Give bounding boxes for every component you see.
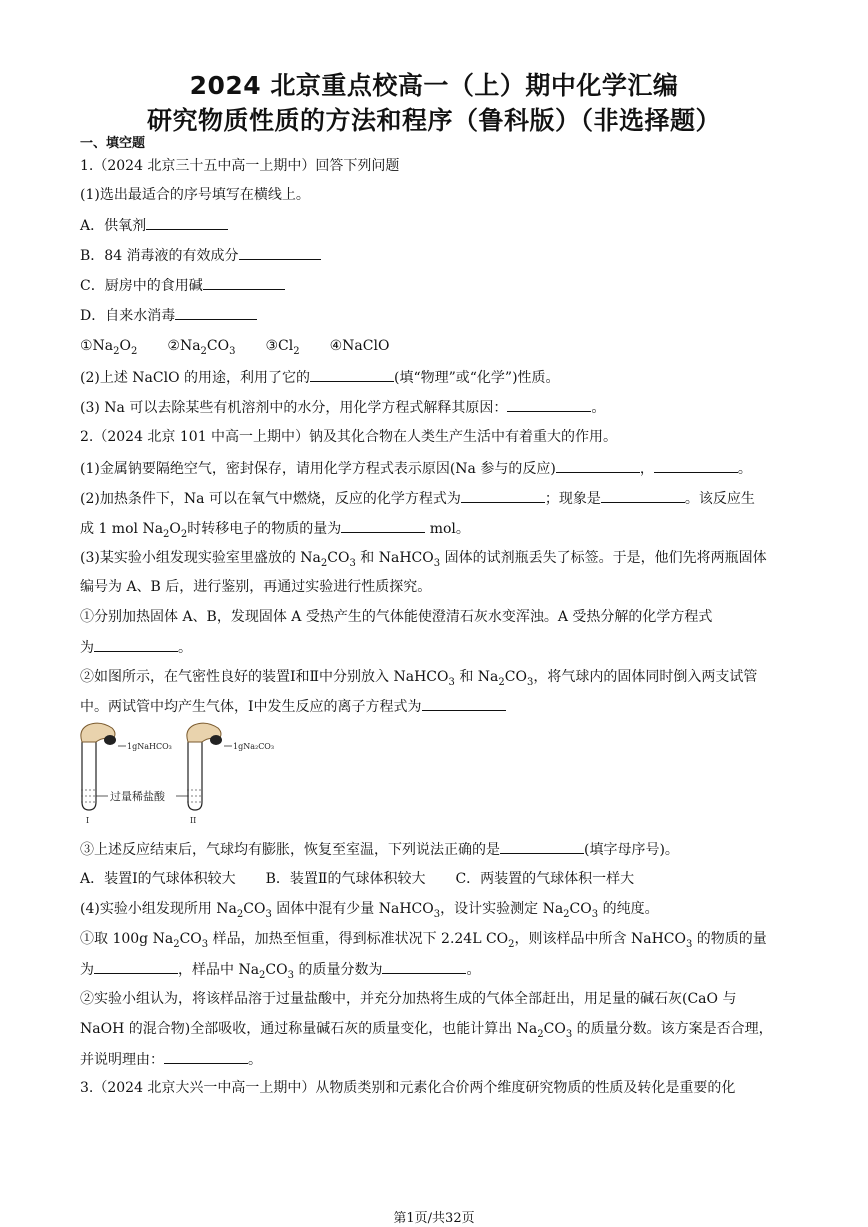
apparatus-diagram: [76, 720, 296, 824]
label-nahco3: 1gNaHCO₃: [127, 742, 172, 751]
q2-sub3: ③上述反应结束后，气球均有膨胀，恢复至室温，下列说法正确的是 (填字母序号)。: [80, 842, 679, 858]
balloon-1: [81, 723, 116, 745]
q1-item-d: D．自来水消毒: [80, 306, 257, 325]
q2-sub2-cont: 中。两试管中均产生气体，Ⅰ中发生反应的离子方程式为: [80, 697, 506, 716]
answer-blank: [500, 840, 584, 854]
answer-blank: [654, 459, 738, 473]
q2-part3-cont: 编号为 A、B 后，进行鉴别，再通过实验进行性质探究。: [80, 579, 432, 595]
q2-sub1: ①分别加热固体 A、B，发现固体 A 受热产生的气体能使澄清石灰水变浑浊。A 受热分解的化学方程式: [80, 609, 713, 625]
q2-sub1-cont: 为 。: [80, 640, 192, 656]
q1-part3: (3) Na 可以去除某些有机溶剂中的水分，用化学方程式解释其原因： 。: [80, 400, 606, 416]
label-acid: 过量稀盐酸: [110, 790, 165, 803]
answer-blank: [507, 398, 591, 412]
q1-item-c: C．厨房中的食用碱: [80, 276, 285, 295]
answer-blank: [382, 960, 466, 974]
label-na2co3: 1gNa₂CO₃: [233, 742, 275, 751]
q2-part4-sub2: ②实验小组认为，将该样品溶于过量盐酸中，并充分加热将生成的气体全部赶出，用足量的碱石灰(CaO 与: [80, 991, 737, 1007]
q2-part4-sub1-cont: 为 ，样品中 $Na_2CO_3$ 的质量分数为 。: [80, 962, 481, 981]
q2-part2-cont: 成 1 mol $Na_2O_2$时转移电子的物质的量为 mol。: [80, 521, 470, 540]
section-heading: 一、填空题: [80, 136, 146, 151]
answer-blank: [239, 246, 321, 260]
test-tube-1: [81, 742, 97, 810]
answer-blank: [146, 216, 228, 230]
answer-blank: [556, 459, 640, 473]
page-number: 第1页/共32页: [393, 1211, 475, 1226]
answer-blank: [94, 638, 178, 652]
q1-options: $①Na_2O_2$ $②Na_2CO_3$ $③Cl_2$ ④NaClO: [80, 338, 390, 357]
label-tube-2: II: [190, 816, 197, 824]
q2-sub3-options: A．装置Ⅰ的气球体积较大 B．装置Ⅱ的气球体积较大 C．两装置的气球体积一样大: [80, 871, 635, 887]
document-subtitle: 研究物质性质的方法和程序（鲁科版）（非选择题）: [146, 106, 721, 135]
answer-blank: [422, 697, 506, 711]
answer-blank: [175, 306, 257, 320]
q1-part2: (2)上述 NaClO 的用途，利用了它的 (填“物理”或“化学”)性质。: [80, 370, 560, 386]
label-tube-1: I: [86, 816, 90, 824]
document-title: 2024 北京重点校高一（上）期中化学汇编: [189, 71, 679, 100]
answer-blank: [341, 519, 425, 533]
answer-blank: [310, 368, 394, 382]
answer-blank: [461, 489, 545, 503]
q2-part4-sub2-end: 并说明理由： 。: [80, 1052, 262, 1068]
q1-part1: (1)选出最适合的序号填写在横线上。: [80, 187, 310, 203]
answer-blank: [203, 276, 285, 290]
answer-blank: [164, 1050, 248, 1064]
q2-part4: (4)实验小组发现所用 $Na_2CO_3$ 固体中混有少量 NaHCO$_3$，设计实验测定 $Na_2CO_3$ 的纯度。: [80, 901, 659, 920]
q1-item-a: A．供氧剂: [80, 216, 228, 235]
balloon-2: [187, 723, 222, 745]
q2-part4-sub1: ①取 100g $Na_2CO_3$ 样品，加热至恒重，得到标准状况下 2.24L $CO_2$，则该样品中所含 NaHCO$_3$ 的物质的量: [80, 931, 767, 950]
q1-item-b: B．84 消毒液的有效成分: [80, 246, 321, 265]
q3-stem: 3.（2024 北京大兴一中高一上期中）从物质类别和元素化合价两个维度研究物质的性质及转化是重要的化: [80, 1080, 736, 1096]
q2-part1: (1)金属钠要隔绝空气，密封保存，请用化学方程式表示原因(Na 参与的反应) ， 。: [80, 461, 752, 477]
answer-blank: [601, 489, 685, 503]
q2-part3: (3)某实验小组发现实验室里盛放的 $Na_2CO_3$ 和 NaHCO$_3$ 固体的试剂瓶丢失了标签。于是，他们先将两瓶固体: [80, 550, 767, 569]
answer-blank: [94, 960, 178, 974]
test-tube-2: [187, 742, 203, 810]
q1-stem: 1.（2024 北京三十五中高一上期中）回答下列问题: [80, 158, 400, 174]
q2-sub2: ②如图所示，在气密性良好的装置Ⅰ和Ⅱ中分别放入 NaHCO$_3$ 和 $Na_2CO_3$，将气球内的固体同时倒入两支试管: [80, 669, 758, 688]
q2-stem: 2.（2024 北京 101 中高一上期中）钠及其化合物在人类生产生活中有着重大的作用。: [80, 429, 618, 445]
q2-part2: (2)加热条件下，Na 可以在氧气中燃烧，反应的化学方程式为 ；现象是 。该反应生: [80, 491, 755, 507]
q2-part4-sub2-cont: NaOH 的混合物)全部吸收，通过称量碱石灰的质量变化，也能计算出 $Na_2CO_3$ 的质量分数。该方案是否合理，: [80, 1021, 773, 1040]
